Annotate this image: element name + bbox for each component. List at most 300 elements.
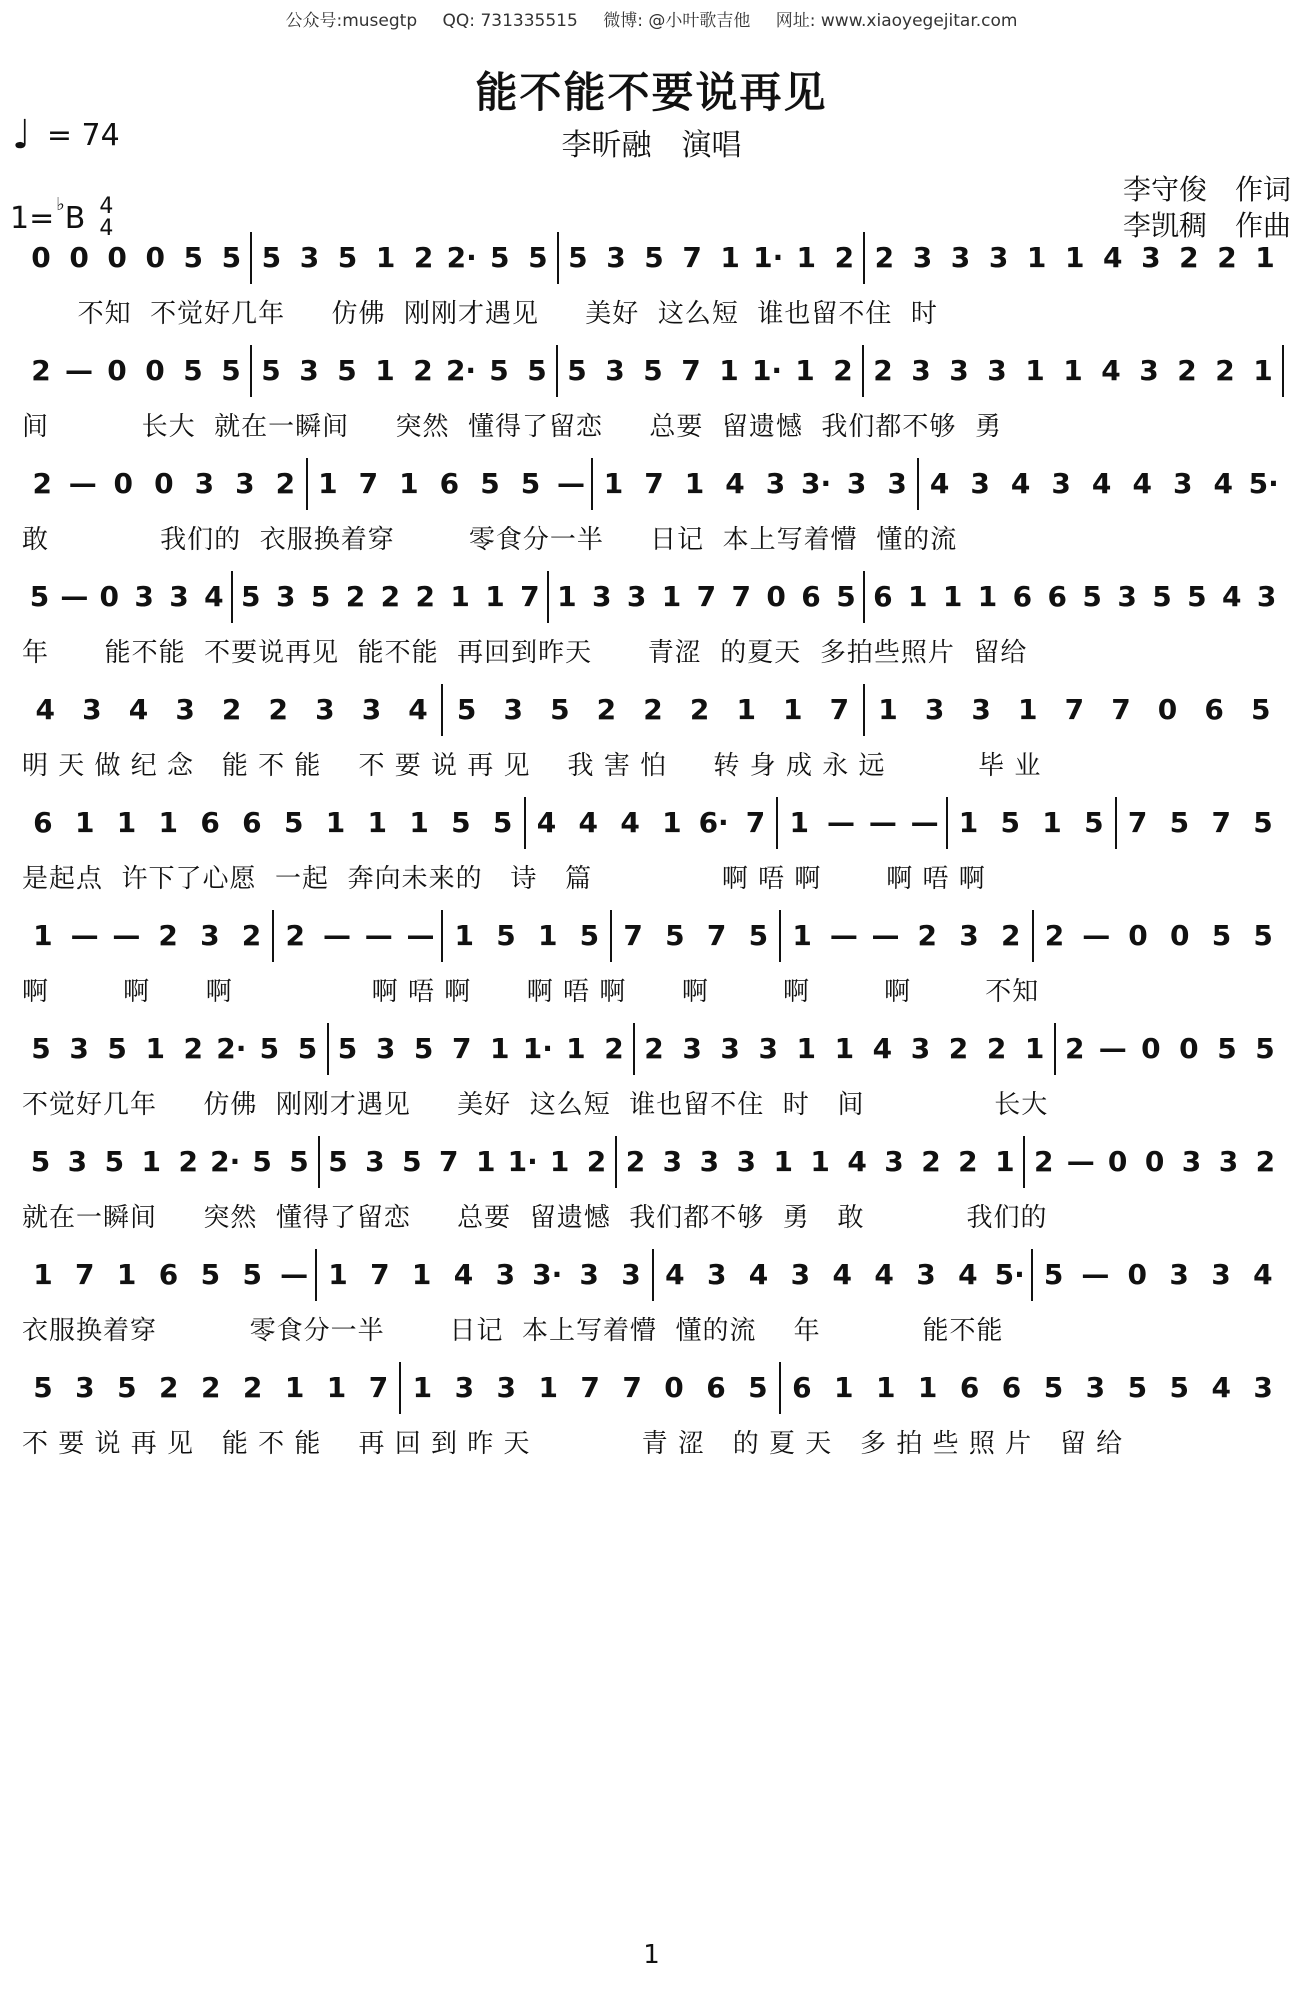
note: 1 — [490, 1032, 510, 1065]
note: — — [827, 806, 856, 839]
note: 5 — [183, 241, 204, 274]
note: 3 — [662, 1145, 683, 1178]
note: 1 — [942, 580, 963, 613]
note: 1 — [796, 241, 817, 274]
note: 4 — [620, 806, 640, 839]
note: 3 — [591, 580, 612, 613]
note: 1 — [475, 1145, 496, 1178]
note: 6 — [801, 580, 821, 613]
note: 5 — [1253, 919, 1273, 952]
key-note: B — [64, 200, 86, 236]
tempo-marking — [12, 112, 120, 158]
note: 7 — [580, 1371, 600, 1404]
note: 2 — [604, 1032, 624, 1065]
notes-row — [22, 335, 1284, 397]
note: 3 — [884, 1145, 904, 1178]
note: 2 — [242, 1371, 263, 1404]
note: 2 — [643, 693, 663, 726]
note: 5 — [183, 354, 203, 387]
note: 4 — [725, 467, 745, 500]
note: 2 — [31, 354, 51, 387]
note: 3 — [606, 241, 626, 274]
note: 1 — [1042, 806, 1062, 839]
note: 3 — [699, 1145, 720, 1178]
note: 1 — [409, 806, 429, 839]
lyricist-credit — [1123, 172, 1291, 208]
note: 2 — [1034, 1145, 1054, 1178]
note: 3 — [987, 354, 1007, 387]
note: 6 — [1001, 1371, 1022, 1404]
note: 3 — [299, 354, 319, 387]
note: 1 — [566, 1032, 586, 1065]
note: 1 — [116, 1258, 137, 1291]
note: 3 — [950, 241, 971, 274]
note: 2 — [921, 1145, 941, 1178]
note: 1 — [325, 806, 346, 839]
notes-row — [22, 900, 1284, 962]
note: 5 — [261, 241, 282, 274]
note: 3 — [375, 1032, 396, 1065]
note: 1 — [33, 919, 53, 952]
bar-line — [1282, 345, 1284, 397]
notation-system — [22, 1239, 1284, 1369]
notes-row — [22, 1239, 1284, 1301]
notes-row — [22, 1126, 1284, 1188]
note: 4 — [1101, 354, 1121, 387]
notation-system — [22, 561, 1284, 691]
note: 3 — [970, 467, 990, 500]
note: 1· — [522, 1032, 553, 1065]
note: 5 — [337, 354, 357, 387]
note: 5 — [1169, 806, 1190, 839]
note: — — [1066, 1145, 1095, 1178]
note: 5 — [30, 1145, 51, 1178]
notes-row — [22, 448, 1284, 510]
lyrics-line: 敢 我们的 衣服换着穿 零食分一半 日记 本上写着懵 懂的流 — [22, 525, 958, 555]
note: 6 — [792, 1371, 812, 1404]
note: 4 — [929, 467, 950, 500]
note: 2 — [1215, 354, 1235, 387]
note: 1 — [795, 354, 815, 387]
note: 3 — [82, 693, 102, 726]
note: 2 — [241, 919, 262, 952]
note: 1 — [661, 580, 682, 613]
note: 0 — [1179, 1032, 1199, 1065]
note: 4 — [1103, 241, 1123, 274]
note: 1 — [74, 806, 95, 839]
notation-system — [22, 448, 1284, 578]
note: 1 — [538, 1371, 558, 1404]
notation-system — [22, 1013, 1284, 1143]
note: 3 — [626, 580, 647, 613]
note: 2 — [986, 1032, 1007, 1065]
flat-icon: ♭ — [56, 193, 65, 215]
note: 3 — [790, 1258, 811, 1291]
note: — — [556, 467, 585, 500]
header-weibo: 微博: @小叶歌吉他 — [603, 11, 751, 31]
note: 2 — [178, 1145, 198, 1178]
note: 5 — [104, 1145, 125, 1178]
note: 0 — [99, 580, 119, 613]
note: 2 — [958, 1145, 978, 1178]
note: 2 — [285, 919, 306, 952]
note: — — [1098, 1032, 1127, 1065]
note: 3 — [736, 1145, 757, 1178]
notation-system — [22, 900, 1284, 1030]
lyrics-line: 是起点 许下了心愿 一起 奔向未来的 诗 篇 啊 唔 啊 啊 唔 啊 — [22, 864, 986, 894]
note: 4 — [35, 693, 56, 726]
note: 3 — [175, 693, 195, 726]
note: 3 — [579, 1258, 599, 1291]
note: 7 — [644, 467, 664, 500]
note: 5 — [1255, 1032, 1275, 1065]
notation-system — [22, 674, 1284, 804]
note: 0 — [1127, 1258, 1148, 1291]
note: 5 — [242, 1258, 262, 1291]
note: 1 — [1025, 354, 1045, 387]
note: 7 — [731, 580, 751, 613]
note: 1 — [1255, 241, 1275, 274]
note: 4 — [1221, 580, 1242, 613]
note: 0 — [1128, 919, 1148, 952]
note: 7 — [520, 580, 540, 613]
note: 3 — [275, 580, 296, 613]
note: 5 — [241, 580, 261, 613]
note: 4 — [408, 693, 428, 726]
note: 2 — [917, 919, 938, 952]
note: 3 — [1051, 467, 1071, 500]
note: 3 — [720, 1032, 740, 1065]
note: 5 — [748, 919, 769, 952]
note: 3 — [846, 467, 867, 500]
note: 0 — [1157, 693, 1178, 726]
note: 3 — [495, 1258, 516, 1291]
note: 1 — [318, 467, 338, 500]
note: 2 — [1044, 919, 1065, 952]
note: 1 — [454, 919, 474, 952]
note: 3 — [299, 241, 320, 274]
note: 5 — [1043, 1258, 1064, 1291]
note: 1 — [907, 580, 928, 613]
note: 1 — [1024, 1032, 1045, 1065]
header-wechat: 公众号:musegtp — [285, 11, 418, 31]
note: 1 — [736, 693, 756, 726]
note: 6 — [959, 1371, 980, 1404]
note: 2 — [1064, 1032, 1085, 1065]
note: 1· — [507, 1145, 538, 1178]
note: 5 — [337, 1032, 358, 1065]
note: 7 — [358, 467, 379, 500]
note: 1 — [977, 580, 998, 613]
note: 0 — [31, 241, 51, 274]
note: 7 — [706, 919, 727, 952]
note: 1 — [662, 806, 682, 839]
note: 5 — [402, 1145, 422, 1178]
note: 3 — [200, 919, 220, 952]
note: 0 — [145, 354, 165, 387]
note: 3· — [532, 1258, 563, 1291]
note: 2 — [625, 1145, 646, 1178]
note: 6 — [158, 1258, 179, 1291]
note: 1 — [789, 806, 809, 839]
note: 5 — [1152, 580, 1172, 613]
note: 1 — [1064, 241, 1085, 274]
lyrics-line: 年 能不能 不要说再见 能不能 再回到昨天 青涩 的夏天 多拍些照片 留给 — [22, 638, 1028, 668]
note: 0 — [107, 241, 127, 274]
note: 3 — [924, 693, 945, 726]
notation-system — [22, 335, 1284, 465]
note: 4 — [578, 806, 598, 839]
note: 2 — [1255, 1145, 1276, 1178]
lyrics-line: 衣服换着穿 零食分一半 日记 本上写着懵 懂的流 年 能不能 — [22, 1316, 1004, 1346]
note: 1 — [450, 580, 470, 613]
note: 7 — [681, 354, 701, 387]
note: 3 — [706, 1258, 727, 1291]
note: 1 — [326, 1371, 347, 1404]
notes-row — [22, 1352, 1284, 1414]
notes-row — [22, 222, 1284, 284]
note: 1· — [753, 241, 784, 274]
note: 2 — [1217, 241, 1237, 274]
note: 5 — [492, 806, 513, 839]
note: 5 — [117, 1371, 137, 1404]
note: 7 — [368, 1371, 389, 1404]
notes-row — [22, 561, 1284, 623]
note: 6 — [1204, 693, 1224, 726]
note: 4 — [665, 1258, 685, 1291]
note: 5 — [496, 919, 516, 952]
note: 1· — [751, 354, 783, 387]
note: 3 — [503, 693, 523, 726]
note: 5 — [748, 1371, 768, 1404]
note: 1 — [284, 1371, 305, 1404]
note: 2 — [221, 693, 242, 726]
note: 2 — [586, 1145, 607, 1178]
note: 1 — [719, 354, 739, 387]
note: 4 — [874, 1258, 894, 1291]
note: 2· — [445, 354, 477, 387]
note: 1 — [557, 580, 577, 613]
note: 3 — [1169, 1258, 1189, 1291]
note: 2 — [834, 241, 855, 274]
note: 4 — [1213, 467, 1233, 500]
note: 5 — [107, 1032, 127, 1065]
note: 4 — [847, 1145, 867, 1178]
note: 0 — [145, 241, 165, 274]
note: 5 — [644, 241, 664, 274]
note: 5· — [1248, 467, 1279, 500]
note: 4 — [128, 693, 149, 726]
note: 3 — [1141, 241, 1161, 274]
note: 3 — [916, 1258, 936, 1291]
note: 2 — [183, 1032, 204, 1065]
note: 1 — [1253, 354, 1273, 387]
quarter-note-icon: ♩ — [12, 112, 31, 158]
note: 7 — [1211, 806, 1231, 839]
note: 3 — [496, 1371, 517, 1404]
note: 3 — [765, 467, 786, 500]
note: 6 — [439, 467, 460, 500]
note: 2 — [345, 580, 366, 613]
note: — — [60, 580, 89, 613]
lyrics-line: 啊 啊 啊 啊 唔 啊 啊 唔 啊 啊 啊 啊 不知 — [22, 977, 1040, 1007]
note: 1 — [485, 580, 505, 613]
note: 1 — [875, 1371, 896, 1404]
composer-name: 李凯稠 — [1122, 209, 1207, 242]
lyrics-line: 间 长大 就在一瞬间 突然 懂得了留恋 总要 留遗憾 我们都不够 勇 — [22, 412, 1002, 442]
note: 0 — [766, 580, 786, 613]
note: 3 — [365, 1145, 385, 1178]
note: 3 — [621, 1258, 641, 1291]
lyricist-name: 李守俊 — [1122, 173, 1207, 206]
note: 4 — [1010, 467, 1031, 500]
note: 0 — [107, 354, 127, 387]
notation-system — [22, 787, 1284, 917]
note: 3 — [194, 467, 215, 500]
note: 4 — [958, 1258, 978, 1291]
note: 5 — [527, 354, 547, 387]
note: 5 — [643, 354, 663, 387]
singer-line: 李昕融 演唱 — [561, 128, 742, 163]
note: — — [70, 919, 99, 952]
note: 3· — [800, 467, 832, 500]
note: 3 — [1139, 354, 1159, 387]
note: — — [65, 354, 93, 387]
note: 4 — [204, 580, 224, 613]
note: 5 — [456, 693, 477, 726]
note: 1 — [375, 354, 395, 387]
note: — — [323, 919, 351, 952]
note: 2· — [216, 1032, 247, 1065]
notation-system — [22, 1126, 1284, 1256]
note: — — [406, 919, 435, 952]
note: 0 — [1144, 1145, 1165, 1178]
note: 3 — [69, 1032, 89, 1065]
note: 5 — [413, 1032, 434, 1065]
note: 3 — [949, 354, 969, 387]
note: 5 — [579, 919, 600, 952]
note: 3 — [1085, 1371, 1106, 1404]
note: 1 — [796, 1032, 817, 1065]
note: — — [1081, 1258, 1110, 1291]
note: 0 — [113, 467, 134, 500]
note: 5 — [221, 241, 242, 274]
lyrics-line: 不知 不觉好几年 仿佛 刚刚才遇见 美好 这么短 谁也留不住 时 — [22, 299, 938, 329]
note: 2 — [948, 1032, 969, 1065]
note: 1 — [411, 1258, 432, 1291]
note: 5 — [328, 1145, 348, 1178]
note: 1 — [33, 1258, 53, 1291]
note: 6· — [698, 806, 729, 839]
note: — — [68, 467, 97, 500]
note: 3 — [971, 693, 991, 726]
note: 3 — [67, 1145, 88, 1178]
note: 0 — [1141, 1032, 1161, 1065]
notes-row — [22, 787, 1284, 849]
note: 7 — [696, 580, 717, 613]
note: 1 — [141, 1145, 162, 1178]
note: 1 — [145, 1032, 165, 1065]
lyrics-line: 就在一瞬间 突然 懂得了留恋 总要 留遗憾 我们都不够 勇 敢 我们的 — [22, 1203, 1048, 1233]
note: 5 — [451, 806, 471, 839]
note: 5 — [337, 241, 358, 274]
time-signature-unit: 4 — [99, 216, 114, 241]
note: 3 — [1181, 1145, 1202, 1178]
header-site: 网址: www.xiaoyegejitar.com — [775, 11, 1018, 31]
note: 5 — [259, 1032, 280, 1065]
note: 4 — [1211, 1371, 1231, 1404]
note: 3 — [959, 919, 979, 952]
note: 3 — [682, 1032, 702, 1065]
note: 5 — [1043, 1371, 1064, 1404]
note: 5 — [568, 241, 588, 274]
note: 2 — [873, 354, 893, 387]
lyricist-role: 作词 — [1234, 173, 1291, 206]
note: 2 — [833, 354, 853, 387]
song-title: 能不能不要说再见 — [475, 68, 828, 117]
note: 0 — [664, 1371, 684, 1404]
note: 3 — [887, 467, 907, 500]
note: 5 — [1169, 1371, 1190, 1404]
note: 1 — [603, 467, 624, 500]
note: 1 — [158, 806, 179, 839]
note: 2 — [1179, 241, 1199, 274]
note: 1 — [810, 1145, 830, 1178]
note: 1 — [684, 467, 705, 500]
note: 6 — [873, 580, 893, 613]
note: 3 — [988, 241, 1009, 274]
note: 3 — [1256, 580, 1277, 613]
note: 3 — [912, 241, 933, 274]
note: 5 — [567, 354, 587, 387]
note: 2 — [644, 1032, 664, 1065]
note: 3 — [75, 1371, 95, 1404]
note: 5 — [490, 241, 510, 274]
note: 5 — [310, 580, 331, 613]
note: 2 — [874, 241, 895, 274]
composer-role: 作曲 — [1234, 209, 1291, 242]
note: 1 — [995, 1145, 1015, 1178]
note: 1 — [1018, 693, 1038, 726]
note: 5 — [1082, 580, 1102, 613]
note: 2 — [275, 467, 296, 500]
notes-row — [22, 674, 1284, 736]
note: 1 — [1026, 241, 1047, 274]
note: 2 — [415, 580, 435, 613]
note: 2 — [159, 1371, 179, 1404]
time-signature-beats: 4 — [99, 194, 114, 219]
note: 7 — [370, 1258, 390, 1291]
note: 5 — [1000, 806, 1020, 839]
note: 6 — [33, 806, 53, 839]
lyrics-line: 不 要 说 再 见 能 不 能 再 回 到 昨 天 青 涩 的 夏 天 多 拍 些 照 片 留 给 — [22, 1429, 1124, 1459]
note: 1 — [917, 1371, 938, 1404]
note: 2 — [200, 1371, 221, 1404]
note: 3 — [169, 580, 189, 613]
note: 2 — [380, 580, 401, 613]
note: 5 — [1127, 1371, 1148, 1404]
note: 3 — [235, 467, 255, 500]
note: 1 — [720, 241, 740, 274]
notes-row — [22, 1013, 1284, 1075]
note: 5 — [1187, 580, 1207, 613]
note: 1 — [116, 806, 137, 839]
note: 7 — [682, 241, 702, 274]
note: 3 — [1211, 1258, 1231, 1291]
note: 4 — [1091, 467, 1112, 500]
note: 7 — [1111, 693, 1131, 726]
note: — — [868, 806, 897, 839]
